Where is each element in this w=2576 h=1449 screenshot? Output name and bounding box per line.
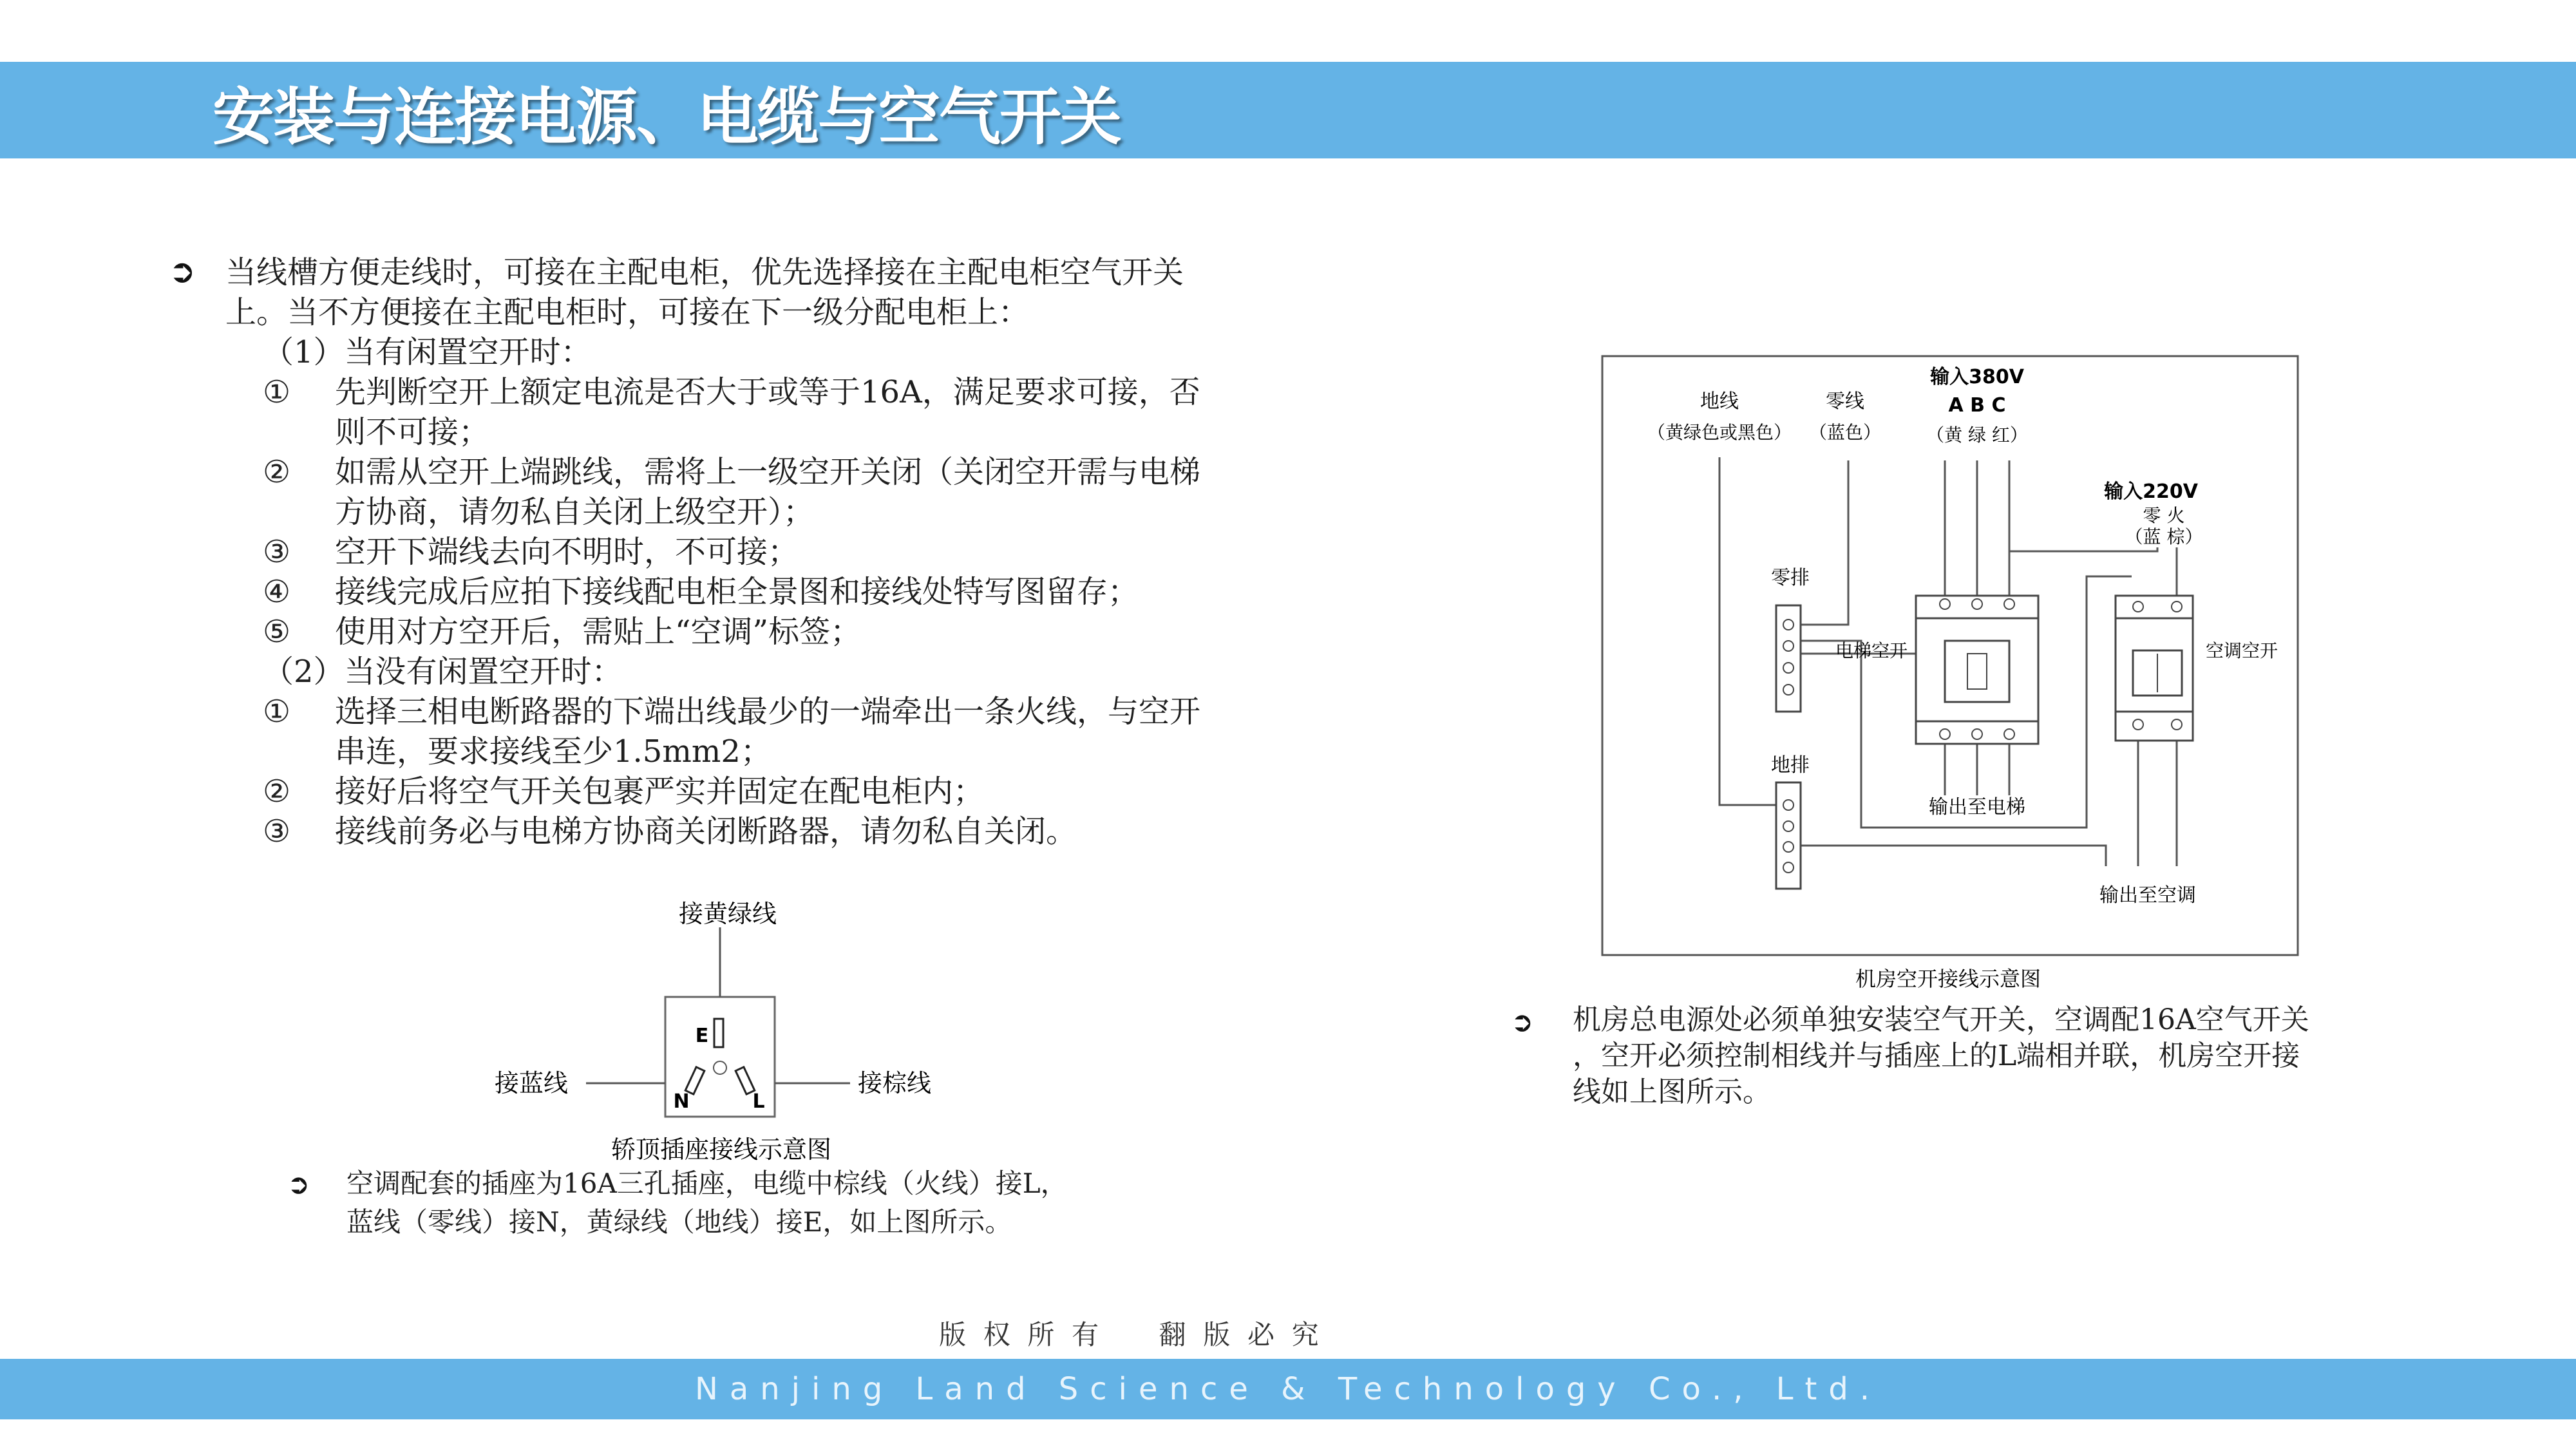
socket-wiring-diagram	[489, 895, 966, 1172]
company-name: Nanjing Land Science & Technology Co., Ltd.	[694, 1371, 1882, 1407]
ac-breaker-label: 空调空开	[2206, 640, 2278, 661]
item-number: ②	[263, 454, 291, 490]
item-text: 接线前务必与电梯方协商关闭断路器，请勿私自关闭。	[335, 813, 1077, 849]
top-wire-label: 接黄绿线	[678, 900, 777, 928]
item-text: 则不可接；	[335, 414, 490, 450]
terminal	[2172, 719, 2182, 730]
terminal	[2133, 719, 2143, 730]
terminal	[1972, 729, 1982, 739]
input-380v-label: 输入380V	[1930, 366, 2024, 388]
terminal	[1783, 821, 1794, 831]
item-number: ③	[263, 813, 291, 849]
ground-bar-label: 地排	[1771, 754, 1810, 777]
item-text: 如需从空开上端跳线，需将上一级空开关闭（关闭空开需与电梯	[335, 454, 1201, 490]
terminal	[2004, 729, 2014, 739]
section-2-heading: （2）当没有闲置空开时：	[263, 654, 623, 690]
item-text: 接线完成后应拍下接线配电柜全景图和接线处特写图留存；	[335, 574, 1139, 610]
item-text: 选择三相电断路器的下端出线最少的一端牵出一条火线，与空开	[335, 694, 1201, 730]
output-elevator-label: 输出至电梯	[1929, 796, 2025, 819]
neutral-bar-label: 零排	[1771, 567, 1810, 589]
item-number: ①	[263, 374, 291, 410]
intro-line-2: 上。当不方便接在主配电柜时，可接在下一级分配电柜上：	[225, 294, 1030, 330]
terminal	[2133, 601, 2143, 612]
breaker-handle	[1967, 654, 1987, 689]
terminal	[1940, 599, 1950, 609]
terminal	[1783, 663, 1794, 673]
item-number: ①	[263, 694, 291, 730]
bullet-arrow-icon: ➲	[169, 252, 196, 290]
ground-wire-label: 地线	[1700, 390, 1739, 413]
terminal	[2172, 601, 2182, 612]
ground-color-label: （黄绿色或黑色）	[1647, 422, 1792, 443]
terminal	[1783, 641, 1794, 651]
item-text: 串连，要求接线至少1.5mm2；	[335, 734, 772, 770]
note-arrow-icon: ➲	[287, 1168, 310, 1200]
item-number: ⑤	[263, 614, 291, 650]
item-number: ④	[263, 574, 291, 610]
socket-note-line-2: 蓝线（零线）接N，黄绿线（地线）接E，如上图所示。	[346, 1206, 1012, 1238]
left-wire-label: 接蓝线	[495, 1069, 569, 1097]
pin-l-label: L	[752, 1090, 765, 1113]
copyright-notice: 版 权 所 有 翻 版 必 究	[939, 1319, 1319, 1350]
intro-line-1: 当线槽方便走线时，可接在主配电柜，优先选择接在主配电柜空气开关	[225, 254, 1184, 290]
phase-abc-label: A B C	[1948, 394, 2006, 417]
item-text: 方协商，请勿私自关闭上级空开）；	[335, 494, 815, 530]
output-ac-label: 输出至空调	[2099, 884, 2196, 907]
item-text: 空开下端线去向不明时，不可接；	[335, 534, 799, 570]
terminal	[2004, 599, 2014, 609]
page-title: 安装与连接电源、电缆与空气开关	[213, 81, 1121, 153]
input-220v-label: 输入220V	[2104, 480, 2198, 503]
breaker-wiring-diagram	[1597, 351, 2306, 1008]
wiring-diagram-caption: 机房空开接线示意图	[1855, 967, 2041, 991]
pin-e-label: E	[695, 1025, 709, 1047]
elevator-breaker-label: 电梯空开	[1835, 640, 1908, 661]
item-number: ②	[263, 773, 291, 810]
neutral-wire-label: 零线	[1826, 390, 1864, 413]
terminal	[1783, 842, 1794, 852]
phase-colors-label: （黄 绿 红）	[1926, 424, 2028, 446]
right-wire-label: 接棕线	[858, 1069, 932, 1097]
item-text: 先判断空开上额定电流是否大于或等于16A，满足要求可接，否	[335, 374, 1200, 410]
zero-fire-label: 零 火	[2143, 505, 2185, 526]
item-text: 接好后将空气开关包裹严实并固定在配电柜内；	[335, 773, 985, 810]
pin-n-label: N	[673, 1090, 690, 1113]
wiring-note-line-3: 线如上图所示。	[1573, 1075, 1771, 1108]
item-text: 使用对方空开后，需贴上“空调”标签；	[335, 614, 862, 650]
terminal	[1972, 599, 1982, 609]
wiring-note-line-2: ，空开必须控制相线并与插座上的L端相并联，机房空开接	[1573, 1039, 2300, 1072]
wiring-note-line-1: 机房总电源处必须单独安装空气开关，空调配16A空气开关	[1573, 1003, 2309, 1036]
note-arrow-icon: ➲	[1511, 1006, 1534, 1037]
terminal	[1940, 729, 1950, 739]
neutral-color-label: （蓝色）	[1808, 422, 1882, 443]
terminal	[1783, 862, 1794, 873]
terminal	[1783, 685, 1794, 695]
socket-diagram-caption: 轿顶插座接线示意图	[611, 1135, 832, 1164]
earth-pin-slot	[714, 1019, 723, 1047]
item-number: ③	[263, 534, 291, 570]
terminal	[1783, 620, 1794, 630]
socket-note-line-1: 空调配套的插座为16A三孔插座，电缆中棕线（火线）接L，	[346, 1168, 1068, 1199]
blue-brown-label: （蓝 棕）	[2125, 526, 2203, 547]
section-1-heading: （1）当有闲置空开时：	[263, 334, 592, 370]
terminal	[1783, 800, 1794, 810]
